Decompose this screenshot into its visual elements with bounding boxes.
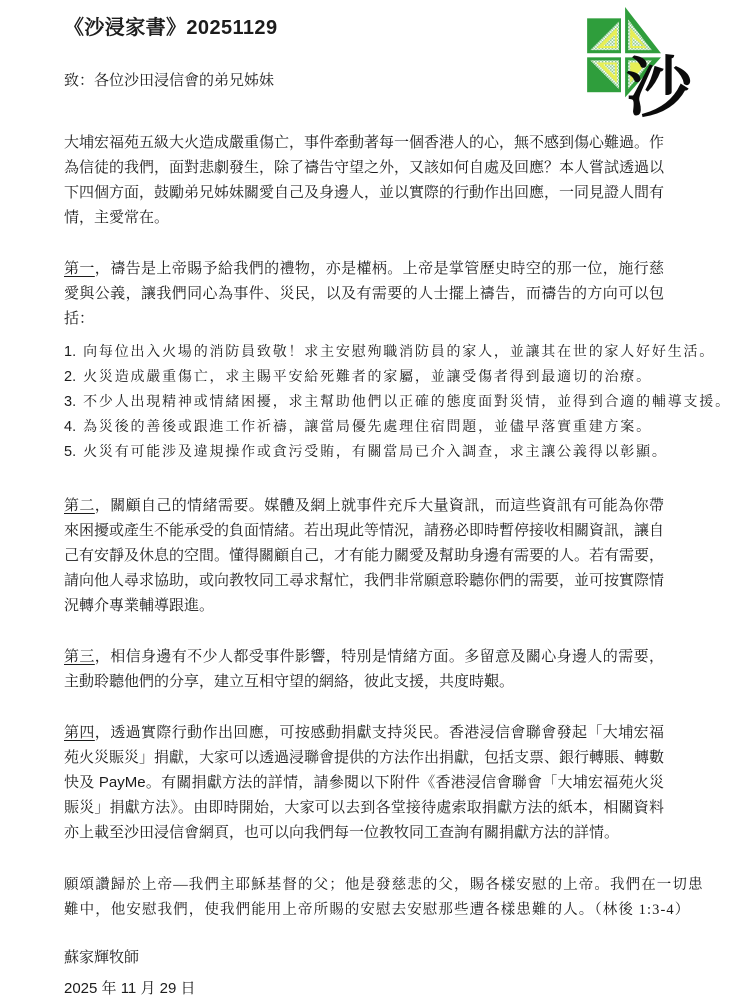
prayer-item-1 bbox=[64, 340, 724, 365]
section-4-text: ，透過實際行動作出回應，可按感動捐獻支持災民。香港浸信會聯會發起「大埔宏福苑火災賑災」捐獻，大家可以透過浸聯會提供的方法作出捐獻，包括支票、銀行轉賬、轉數快及 PayMe。有關捐獻方法的詳情，請參閱以下附件《香港浸信會聯會「大埔宏福苑火災賑災」捐獻方法》。由即時開始，大家可以去到各堂接待處索取捐獻方法的紙本，相關資料亦上載至沙田浸信會網頁，也可以向我們每一位教牧同工查詢有關捐獻方法的詳情。 bbox=[64, 724, 665, 841]
church-logo-icon bbox=[582, 5, 700, 127]
logo-character: 沙 bbox=[626, 49, 692, 127]
section-2-text: ，關顧自己的情緒需要。媒體及網上就事件充斥大量資訊，而這些資訊有可能為你帶來困擾或產生不能承受的負面情緒。若出現此等情況，請務必即時暫停接收相關資訊，讓自己有安靜及休息的空間。懂得關顧自己，才有能力關愛及幫助身邊有需要的人。若有需要，請向他人尋求協助，或向教牧同工尋求幫忙，我們非常願意聆聽你們的需要，並可按實際情況轉介專業輔導跟進。 bbox=[64, 497, 665, 614]
prayer-item-3 bbox=[64, 390, 731, 415]
section-1-text: ，禱告是上帝賜予給我們的禮物，亦是權柄。上帝是掌管歷史時空的那一位，施行慈愛與公義，讓我們同心為事件、災民，以及有需要的人士擺上禱告，而禱告的方向可以包括： bbox=[64, 260, 664, 327]
section-3-label: 第三 bbox=[64, 648, 95, 665]
letter-title: 《沙浸家書》20251129 bbox=[64, 17, 278, 39]
prayer-item-text: 為災後的善後或跟進工作祈禱，讓當局優先處理住宿問題，並儘早落實重建方案。 bbox=[83, 420, 652, 435]
prayer-item-number: 3. bbox=[64, 394, 77, 410]
prayer-item-number: 2. bbox=[64, 369, 77, 385]
prayer-item-number: 4. bbox=[64, 419, 77, 435]
prayer-item-text: 火災造成嚴重傷亡，求主賜平安給死難者的家屬，並讓受傷者得到最適切的治療。 bbox=[83, 370, 652, 385]
prayer-item-5 bbox=[64, 440, 724, 465]
prayer-item-2 bbox=[64, 365, 724, 390]
salutation: 致：各位沙田浸信會的弟兄姊妹 bbox=[64, 72, 275, 89]
prayer-item-text: 不少人出現精神或情緒困擾，求主幫助他們以正確的態度面對災情，並得到合適的輔導支援。 bbox=[83, 395, 731, 410]
section-1-label: 第一 bbox=[64, 260, 95, 277]
section-4-paragraph bbox=[64, 720, 664, 845]
prayer-item-number: 5. bbox=[64, 444, 77, 460]
prayer-list bbox=[64, 340, 731, 465]
section-4-label: 第四 bbox=[64, 724, 95, 741]
prayer-item-4 bbox=[64, 415, 724, 440]
section-2-label: 第二 bbox=[64, 497, 95, 514]
section-1-paragraph bbox=[64, 256, 664, 331]
signature: 蘇家輝牧師 bbox=[64, 949, 140, 966]
prayer-item-number: 1. bbox=[64, 344, 77, 360]
section-2-paragraph bbox=[64, 493, 664, 618]
section-3-text: ，相信身邊有不少人都受事件影響，特別是情緒方面。多留意及關心身邊人的需要，主動聆聽他們的分享，建立互相守望的網絡，彼此支援，共度時艱。 bbox=[64, 648, 664, 690]
intro-paragraph: 大埔宏福苑五級大火造成嚴重傷亡，事件牽動著每一個香港人的心，無不感到傷心難過。作為信徒的我們，面對悲劇發生，除了禱告守望之外，又該如何自處及回應？本人嘗試透過以下四個方面，鼓勵弟兄姊妹關愛自己及身邊人，並以實際的行動作出回應，一同見證人間有情，主愛常在。 bbox=[64, 134, 665, 226]
letter-date: 2025 年 11 月 29 日 bbox=[64, 980, 196, 997]
section-3-paragraph bbox=[64, 644, 664, 694]
prayer-item-text: 火災有可能涉及違規操作或貪污受賄，有關當局已介入調查，求主讓公義得以彰顯。 bbox=[83, 445, 668, 460]
closing-verse: 願頌讚歸於上帝—我們主耶穌基督的父；他是發慈悲的父，賜各樣安慰的上帝。我們在一切患難中，他安慰我們，使我們能用上帝所賜的安慰去安慰那些遭各樣患難的人。（林後 1:3-4） bbox=[64, 877, 704, 918]
church-logo bbox=[582, 5, 700, 127]
prayer-item-text: 向每位出入火場的消防員致敬！求主安慰殉職消防員的家人，並讓其在世的家人好好生活。 bbox=[83, 345, 716, 360]
